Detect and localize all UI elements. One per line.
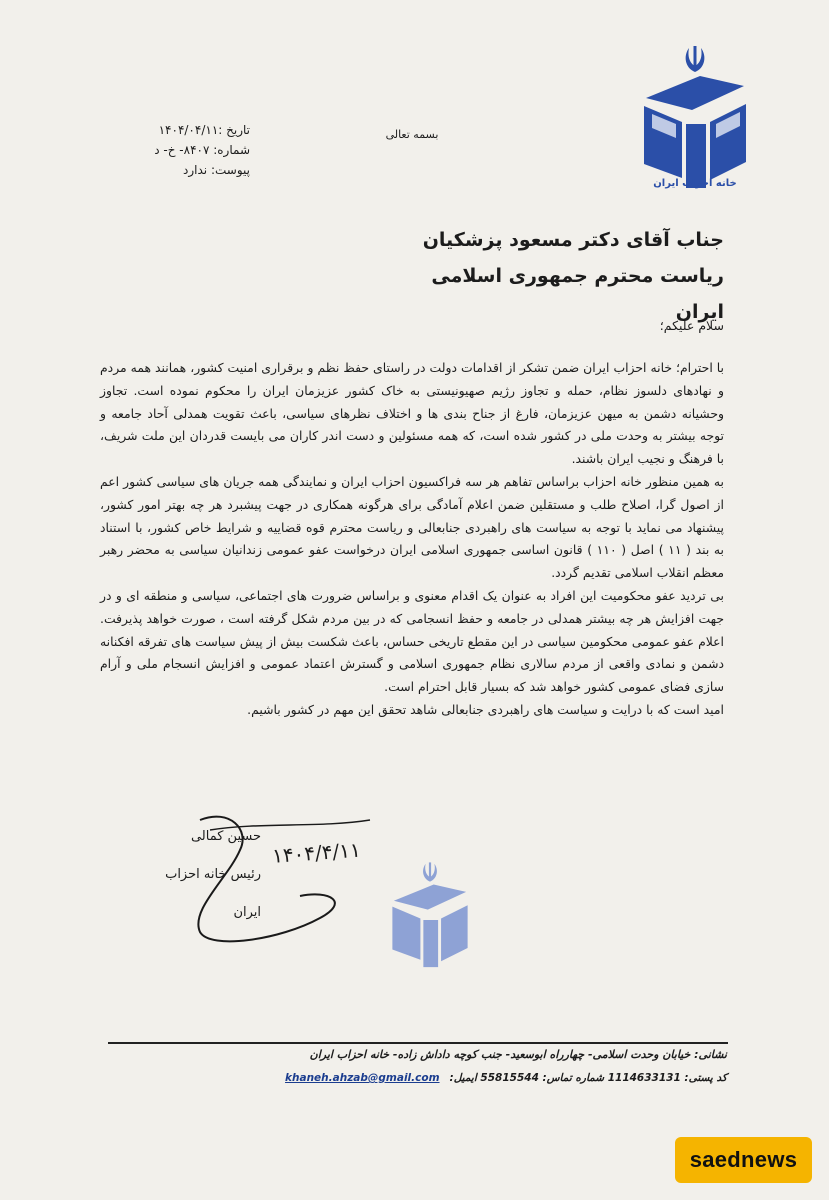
party-house-logo-icon [636, 40, 754, 200]
body-paragraph-4: امید است که با درایت و سیاست های راهبردی جنابعالی شاهد تحقق این مهم در کشور باشیم. [247, 701, 724, 717]
body-paragraph-3: بی تردید عفو محکومیت این افراد به عنوان یک اقدام معنوی و براساس ضرورت های اجتماعی، سیاسی و منطقه ای و در جهت افزایش هر چه بیشتر همدلی در جامعه و حفظ انسجامی که در بین مردم شکل گرفته است ، صورت خواهد پذیرفت. اعلام عفو عمومی محکومین سیاسی در این مقطع تاریخی حساس، باعث شکست بیش از پیش سیاست های تفرقه افکنانه دشمن و نمادی واقعی از مردم سالاری نظام جمهوری اسلامی و گسترش اعتماد عمومی و افزایش انسجام ملی و آرام سازی فضای عمومی کشور خواهد شد که بسیار قابل احترام است. [100, 587, 724, 695]
footer-contact [285, 1072, 727, 1084]
footer-postal-phone: کد پستی: 1114633131 شماره تماس: 55815544 ایمیل: [449, 1072, 727, 1084]
addressee [380, 222, 724, 330]
signer-title: رئیس خانه احزاب ایران [165, 867, 261, 920]
logo-caption: خانه احزاب ایران [653, 178, 737, 189]
letter-date: تاریخ :۱۴۰۴/۰۴/۱۱ [158, 123, 250, 137]
handwritten-date: ۱۴۰۴/۴/۱۱ [271, 837, 362, 868]
letter-meta [100, 120, 250, 180]
letter-attachment: پیوست: ندارد [183, 163, 250, 177]
footer-address: نشانی: خیابان وحدت اسلامی- چهارراه ابوسعید- جنب کوچه داداش زاده- خانه احزاب ایران [309, 1048, 727, 1061]
body-paragraph-2: به همین منظور خانه احزاب براساس تفاهم هر سه فراکسیون احزاب ایران و نمایندگی همه جریان های سیاسی کشور اعم از اصول گرا، اصلاح طلب و مستقلین ضمن اعلام آمادگی برای هرگونه همکاری در جهت پیشبرد هر چه بهتر امور کشور، پیشنهاد می نماید با توجه به سیاست های راهبردی جنابعالی و ریاست محترم قوه قضاییه و شرایط خاص کشور، با استناد به بند ( ۱۱ ) اصل ( ۱۱۰ ) قانون اساسی جمهوری اسلامی ایران درخواست عفو عمومی زندانیان سیاسی به محضر رهبر معظم انقلاب اسلامی تقدیم گردد. [100, 473, 724, 581]
salutation: سلام علیکم؛ [659, 318, 724, 333]
signer-block [136, 818, 261, 932]
addressee-name: جناب آقای دکتر مسعود پزشکیان [422, 229, 724, 251]
saednews-watermark: saednews [675, 1137, 812, 1183]
letter-number: شماره: ۸۴۰۷- خ- د [154, 143, 250, 157]
basmala: بسمه تعالی [385, 128, 439, 141]
addressee-title: ریاست محترم جمهوری اسلامی ایران [431, 265, 724, 323]
letter-body [100, 357, 724, 722]
signer-name: حسین کمالی [190, 829, 261, 844]
footer-divider [108, 1042, 728, 1044]
official-stamp-icon [385, 858, 475, 976]
body-paragraph-1: با احترام؛ خانه احزاب ایران ضمن تشکر از اقدامات دولت در راستای حفظ نظم و برقراری امنیت کشور، همانند همه مردم و نهادهای دلسوز نظام، حمله و تجاوز رژیم صهیونیستی به خاک کشور عزیزمان ایران را محکوم نموده است. تجاوز وحشیانه دشمن به میهن عزیزمان، فارغ از جناح بندی ها و اختلاف نظرهای سیاسی، باعث تقویت همدلی آحاد جامعه و توجه بیشتر به وحدت ملی در کشور شده است، که همه مسئولین و دست اندر کاران می بایست قدردان این ملت شریف، با فرهنگ و نجیب ایران باشند. [100, 360, 724, 467]
footer-email-link[interactable]: khaneh.ahzab@gmail.com [285, 1072, 440, 1084]
